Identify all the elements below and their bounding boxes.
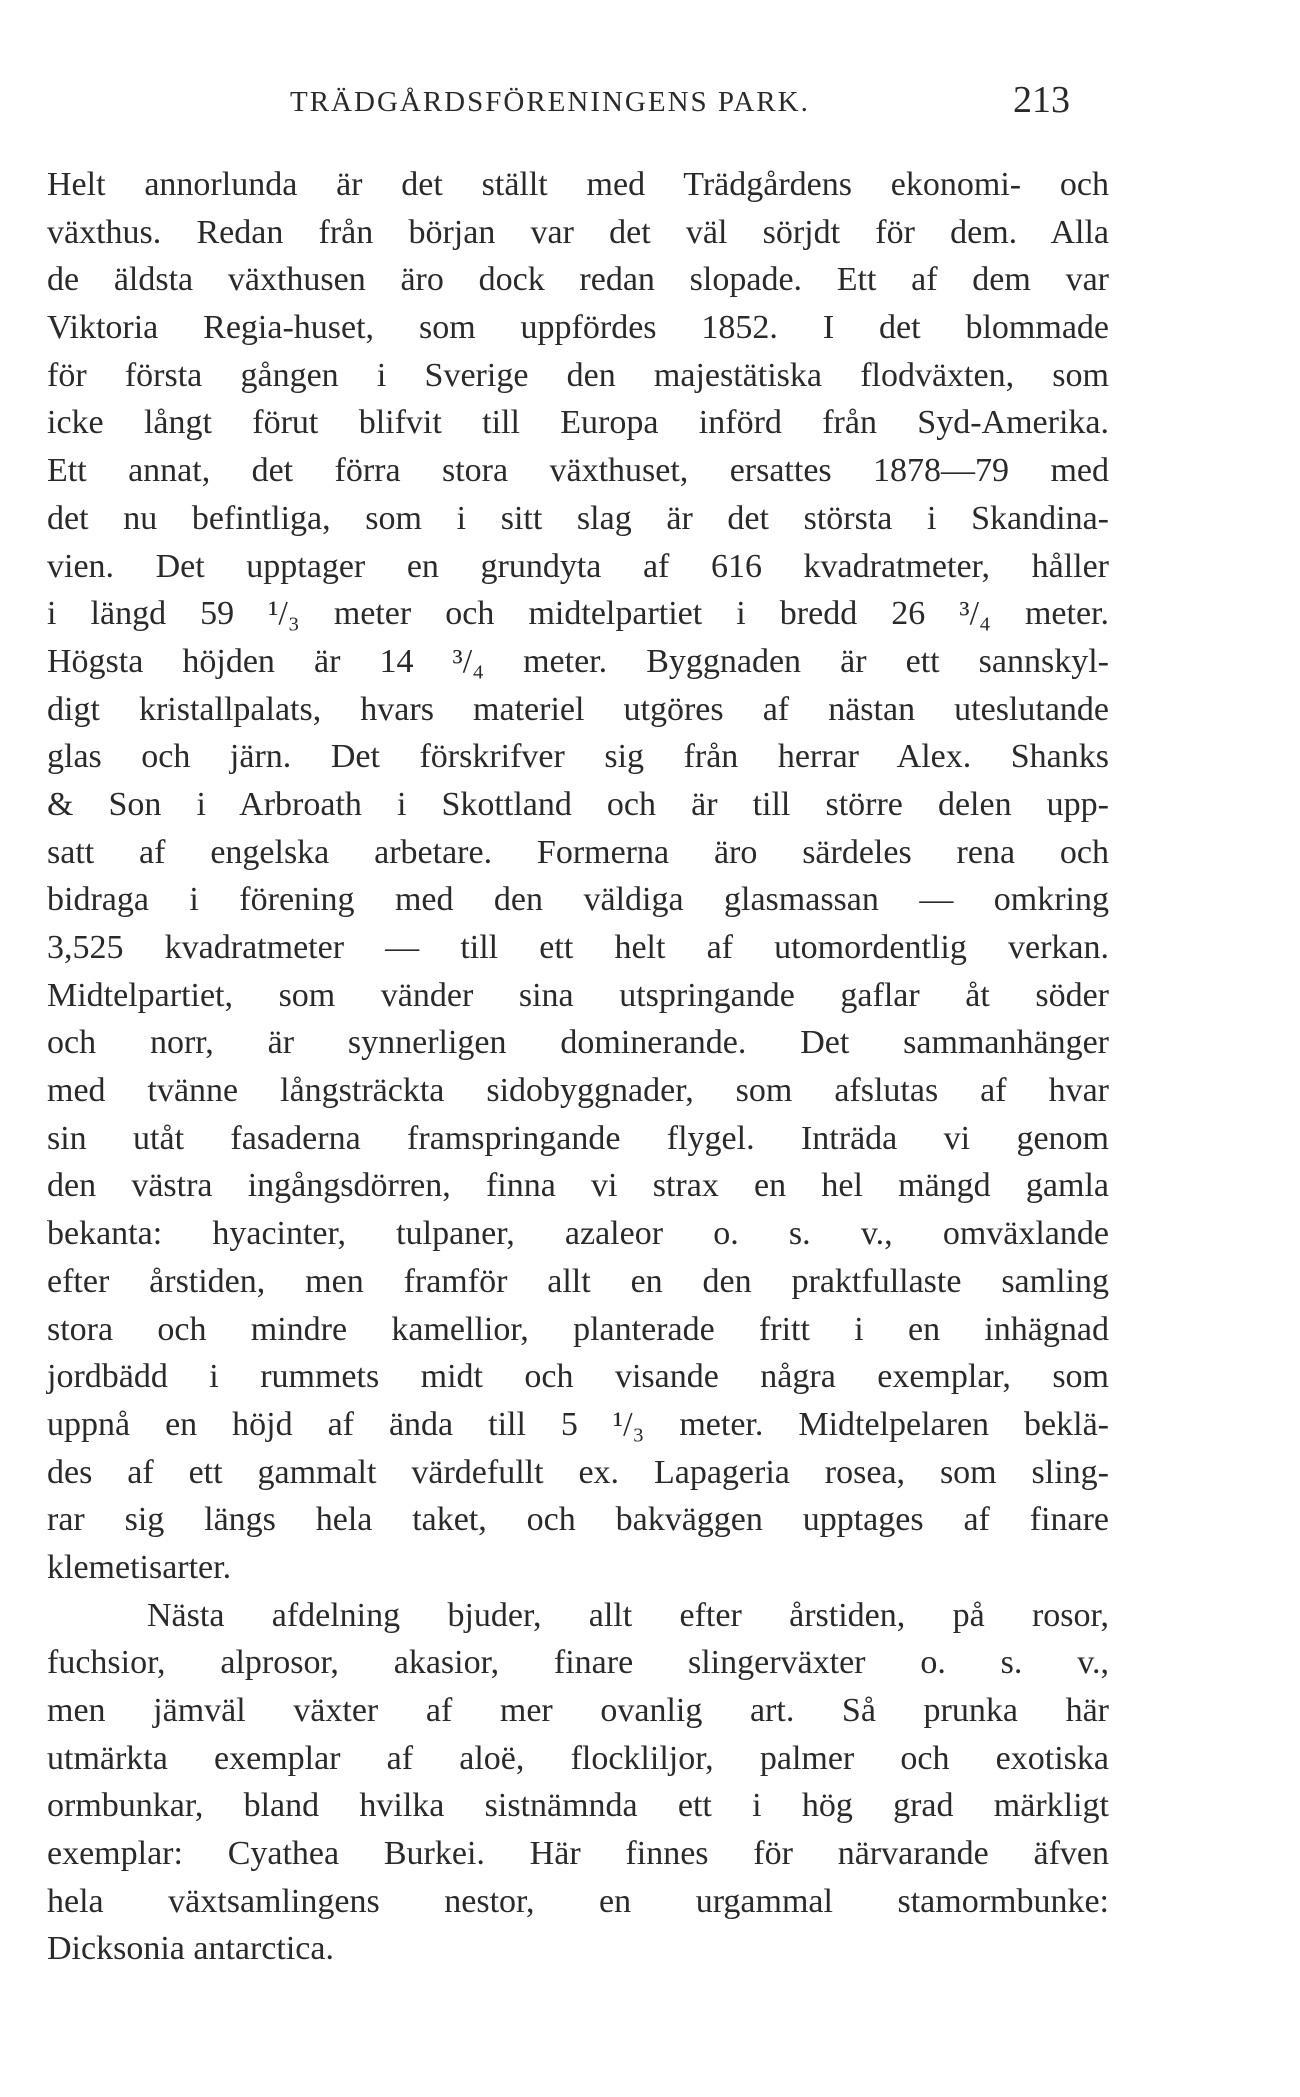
- text-line: de äldsta växthusen äro dock redan slopade. Ett af dem var: [47, 261, 1109, 299]
- text-line: stora och mindre kamellior, planterade fritt i en inhägnad: [47, 1310, 1109, 1348]
- text-line: hela växtsamlingens nestor, en urgammal stamormbunke:: [47, 1882, 1109, 1920]
- text-line: des af ett gammalt värdefullt ex. Lapageria rosea, som sling-: [47, 1453, 1109, 1491]
- text-line: efter årstiden, men framför allt en den praktfullaste samling: [47, 1262, 1109, 1300]
- text-line: bidraga i förening med den väldiga glasmassan — omkring: [47, 881, 1109, 919]
- text-line: i längd 59 ¹/₃ meter och midtelpartiet i bredd 26 ³/₄ meter.: [47, 595, 1109, 633]
- text-line: sin utåt fasaderna framspringande flygel. Inträda vi genom: [47, 1119, 1109, 1157]
- paragraph-end-line: klemetisarter.: [47, 1548, 232, 1586]
- text-line: men jämväl växter af mer ovanlig art. Så prunka här: [47, 1692, 1109, 1729]
- text-line: jordbädd i rummets midt och visande några exemplar, som: [47, 1358, 1109, 1396]
- text-line: uppnå en höjd af ända till 5 ¹/₃ meter. Midtelpelaren beklä-: [47, 1405, 1109, 1443]
- text-line: glas och järn. Det förskrifver sig från herrar Alex. Shanks: [47, 738, 1109, 776]
- text-line: det nu befintliga, som i sitt slag är det största i Skandina-: [47, 499, 1109, 537]
- text-line: icke långt förut blifvit till Europa införd från Syd-Amerika.: [47, 404, 1109, 442]
- text-line: bekanta: hyacinter, tulpaner, azaleor o. s. v., omväxlande: [47, 1215, 1109, 1253]
- text-line: fuchsior, alprosor, akasior, finare slingerväxter o. s. v.,: [47, 1644, 1109, 1682]
- text-line: Helt annorlunda är det ställt med Trädgårdens ekonomi- och: [47, 166, 1109, 203]
- text-line: rar sig längs hela taket, och bakväggen upptages af finare: [47, 1501, 1109, 1539]
- text-line: & Son i Arbroath i Skottland och är till större delen upp-: [47, 785, 1109, 823]
- text-line: den västra ingångsdörren, finna vi strax en hel mängd gamla: [47, 1167, 1109, 1205]
- text-line: satt af engelska arbetare. Formerna äro särdeles rena och: [47, 833, 1109, 871]
- page-header: [290, 78, 1070, 134]
- text-line: för första gången i Sverige den majestätiska flodväxten, som: [47, 356, 1109, 394]
- page-number: 213: [1013, 79, 1070, 121]
- text-line: 3,525 kvadratmeter — till ett helt af utomordentlig verkan.: [47, 929, 1109, 966]
- paragraph-end-line: Dicksonia antarctica.: [47, 1930, 334, 1968]
- paragraph-start-line: Nästa afdelning bjuder, allt efter årstiden, på rosor,: [147, 1596, 1109, 1634]
- text-line: Midtelpartiet, som vänder sina utspringande gaflar åt söder: [47, 976, 1109, 1014]
- running-title: TRÄDGÅRDSFÖRENINGENS PARK.: [290, 86, 810, 118]
- text-line: ormbunkar, bland hvilka sistnämnda ett i hög grad märkligt: [47, 1787, 1109, 1825]
- text-line: Viktoria Regia-huset, som uppfördes 1852. I det blommade: [47, 309, 1109, 347]
- text-line: utmärkta exemplar af aloë, flockliljor, palmer och exotiska: [47, 1739, 1109, 1777]
- text-line: med tvänne långsträckta sidobyggnader, som afslutas af hvar: [47, 1072, 1109, 1110]
- text-line: Högsta höjden är 14 ³/₄ meter. Byggnaden är ett sannskyl-: [47, 642, 1109, 680]
- text-line: och norr, är synnerligen dominerande. Det sammanhänger: [47, 1024, 1109, 1062]
- text-line: exemplar: Cyathea Burkei. Här finnes för närvarande äfven: [47, 1835, 1109, 1873]
- body-text: [47, 161, 1109, 1973]
- text-line: vien. Det upptager en grundyta af 616 kvadratmeter, håller: [47, 547, 1109, 585]
- text-line: Ett annat, det förra stora växthuset, ersattes 1878—79 med: [47, 452, 1109, 490]
- text-line: digt kristallpalats, hvars materiel utgöres af nästan uteslutande: [47, 690, 1109, 728]
- text-line: växthus. Redan från början var det väl sörjdt för dem. Alla: [47, 213, 1109, 251]
